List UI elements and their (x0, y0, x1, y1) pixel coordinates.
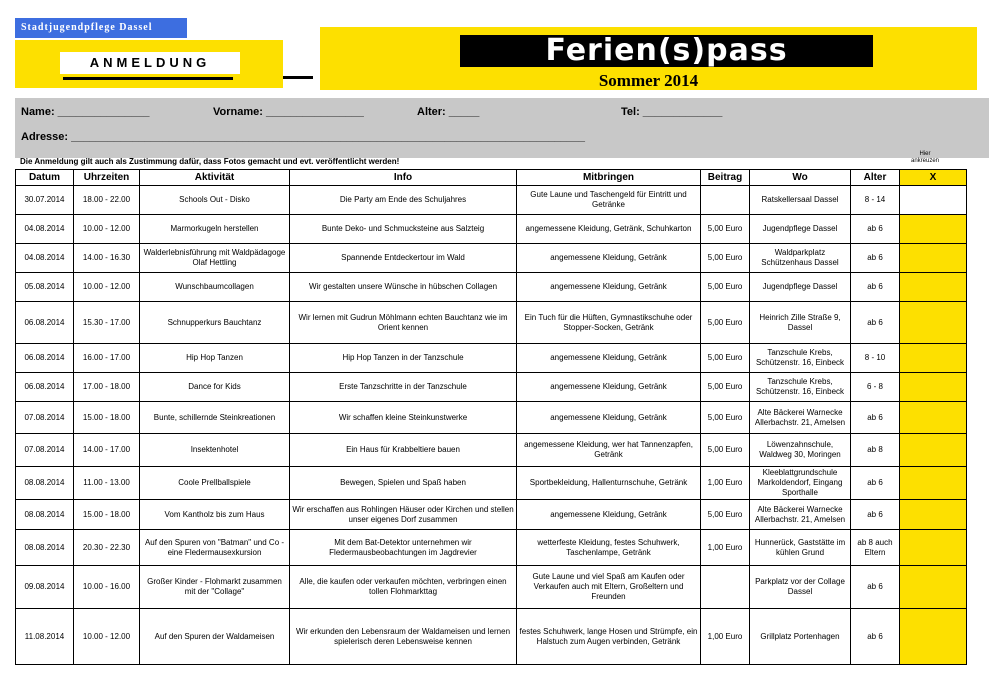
cell-mitbringen: angemessene Kleidung, Getränk (517, 244, 701, 273)
cell-zeit: 14.00 - 16.30 (74, 244, 140, 273)
checkbox-cell[interactable] (900, 302, 967, 344)
cell-mitbringen: Ein Tuch für die Hüften, Gymnastikschuhe oder Stopper-Socken, Getränk (517, 302, 701, 344)
cell-zeit: 10.00 - 16.00 (74, 566, 140, 609)
cell-beitrag (701, 186, 750, 215)
cell-aktivitaet: Wunschbaumcollagen (140, 273, 290, 302)
checkbox-cell[interactable] (900, 186, 967, 215)
cell-zeit: 11.00 - 13.00 (74, 467, 140, 500)
cell-beitrag: 5,00 Euro (701, 302, 750, 344)
cell-zeit: 16.00 - 17.00 (74, 344, 140, 373)
cell-datum: 07.08.2014 (16, 434, 74, 467)
cell-datum: 04.08.2014 (16, 244, 74, 273)
cell-info: Erste Tanzschritte in der Tanzschule (290, 373, 517, 402)
cell-mitbringen: angemessene Kleidung, Getränk, Schuhkarton (517, 215, 701, 244)
cell-wo: Heinrich Zille Straße 9, Dassel (750, 302, 851, 344)
cell-aktivitaet: Vom Kantholz bis zum Haus (140, 500, 290, 530)
cell-zeit: 15.30 - 17.00 (74, 302, 140, 344)
cell-datum: 30.07.2014 (16, 186, 74, 215)
checkbox-cell[interactable] (900, 344, 967, 373)
org-label: Stadtjugendpflege Dassel (15, 18, 187, 38)
cell-alter: ab 8 auch Eltern (851, 530, 900, 566)
header-beitrag: Beitrag (701, 170, 750, 186)
photo-disclaimer: Die Anmeldung gilt auch als Zustimmung dafür, dass Fotos gemacht und evt. veröffentlicht werden! (20, 157, 400, 166)
cell-beitrag: 5,00 Euro (701, 273, 750, 302)
cell-zeit: 18.00 - 22.00 (74, 186, 140, 215)
cell-datum: 04.08.2014 (16, 215, 74, 244)
table-row (16, 273, 967, 302)
checkbox-cell[interactable] (900, 530, 967, 566)
cell-datum: 09.08.2014 (16, 566, 74, 609)
cell-aktivitaet: Walderlebnisführung mit Waldpädagoge Olaf Hettling (140, 244, 290, 273)
cell-mitbringen: Gute Laune und Taschengeld für Eintritt und Getränke (517, 186, 701, 215)
title-underline (63, 77, 233, 80)
cell-datum: 05.08.2014 (16, 273, 74, 302)
table-row (16, 344, 967, 373)
checkbox-cell[interactable] (900, 609, 967, 665)
cell-datum: 06.08.2014 (16, 373, 74, 402)
table-row (16, 302, 967, 344)
cell-wo: Kleeblattgrundschule Markoldendorf, Eingang Sporthalle (750, 467, 851, 500)
cell-zeit: 17.00 - 18.00 (74, 373, 140, 402)
checkbox-cell[interactable] (900, 467, 967, 500)
cell-zeit: 14.00 - 17.00 (74, 434, 140, 467)
cell-info: Wir gestalten unsere Wünsche in hübschen Collagen (290, 273, 517, 302)
cell-wo: Parkplatz vor der Collage Dassel (750, 566, 851, 609)
cell-info: Ein Haus für Krabbeltiere bauen (290, 434, 517, 467)
cell-wo: Alte Bäckerei Warnecke Allerbachstr. 21, Amelsen (750, 402, 851, 434)
table-row (16, 373, 967, 402)
form-title: ANMELDUNG (60, 52, 240, 74)
table-row (16, 215, 967, 244)
cell-wo: Löwenzahnschule, Waldweg 30, Moringen (750, 434, 851, 467)
cell-aktivitaet: Dance for Kids (140, 373, 290, 402)
checkbox-cell[interactable] (900, 402, 967, 434)
cell-alter: ab 6 (851, 467, 900, 500)
cell-zeit: 15.00 - 18.00 (74, 500, 140, 530)
checkbox-cell[interactable] (900, 500, 967, 530)
cell-beitrag: 5,00 Euro (701, 244, 750, 273)
adresse-field[interactable]: Adresse: ____________________________________________________________________________________ (21, 131, 586, 143)
cell-alter: ab 6 (851, 500, 900, 530)
cell-beitrag: 5,00 Euro (701, 434, 750, 467)
cell-aktivitaet: Insektenhotel (140, 434, 290, 467)
cell-aktivitaet: Auf den Spuren der Waldameisen (140, 609, 290, 665)
cell-info: Wir erkunden den Lebensraum der Waldameisen und lernen spielerisch deren Lebensweise kennen (290, 609, 517, 665)
cell-aktivitaet: Schools Out - Disko (140, 186, 290, 215)
cell-mitbringen: angemessene Kleidung, Getränk (517, 500, 701, 530)
table-row (16, 500, 967, 530)
cell-mitbringen: angemessene Kleidung, Getränk (517, 402, 701, 434)
name-field[interactable]: Name: _______________ (21, 106, 150, 118)
activity-table (15, 169, 967, 665)
cell-info: Die Party am Ende des Schuljahres (290, 186, 517, 215)
cell-alter: ab 6 (851, 302, 900, 344)
cell-mitbringen: festes Schuhwerk, lange Hosen und Strümpfe, ein Halstuch zum Augen verbinden, Getränk (517, 609, 701, 665)
header-datum: Datum (16, 170, 74, 186)
cell-alter: ab 6 (851, 609, 900, 665)
cell-alter: ab 6 (851, 273, 900, 302)
cell-wo: Jugendpflege Dassel (750, 273, 851, 302)
cell-mitbringen: angemessene Kleidung, Getränk (517, 373, 701, 402)
checkbox-cell[interactable] (900, 273, 967, 302)
cell-wo: Waldparkplatz Schützenhaus Dassel (750, 244, 851, 273)
logo: Ferien(s)pass (460, 35, 873, 67)
cell-wo: Tanzschule Krebs, Schützenstr. 16, Einbeck (750, 344, 851, 373)
season-title: Sommer 2014 (598, 71, 699, 90)
anmeldung-banner (15, 40, 283, 88)
cell-beitrag: 1,00 Euro (701, 530, 750, 566)
table-header-row (16, 170, 967, 186)
cell-wo: Hunnerück, Gaststätte im kühlen Grund (750, 530, 851, 566)
cell-mitbringen: angemessene Kleidung, wer hat Tannenzapfen, Getränk (517, 434, 701, 467)
cell-alter: ab 6 (851, 566, 900, 609)
table-row (16, 434, 967, 467)
header-aktivitaet: Aktivität (140, 170, 290, 186)
cell-alter: 8 - 10 (851, 344, 900, 373)
cell-zeit: 15.00 - 18.00 (74, 402, 140, 434)
table-row (16, 609, 967, 665)
cell-info: Bunte Deko- und Schmucksteine aus Salzteig (290, 215, 517, 244)
vorname-field[interactable]: Vorname: ________________ (213, 106, 364, 118)
cell-aktivitaet: Schnupperkurs Bauchtanz (140, 302, 290, 344)
checkbox-cell[interactable] (900, 215, 967, 244)
cell-datum: 06.08.2014 (16, 344, 74, 373)
table-row (16, 467, 967, 500)
cell-beitrag (701, 566, 750, 609)
cell-info: Hip Hop Tanzen in der Tanzschule (290, 344, 517, 373)
cell-datum: 08.08.2014 (16, 530, 74, 566)
cell-beitrag: 5,00 Euro (701, 500, 750, 530)
checkbox-cell[interactable] (900, 434, 967, 467)
cell-mitbringen: angemessene Kleidung, Getränk (517, 344, 701, 373)
cell-datum: 08.08.2014 (16, 467, 74, 500)
cell-aktivitaet: Auf den Spuren von "Batman" und Co - eine Fledermausexkursion (140, 530, 290, 566)
alter-field[interactable]: Alter: _____ (417, 106, 480, 118)
cell-wo: Jugendpflege Dassel (750, 215, 851, 244)
checkbox-cell[interactable] (900, 566, 967, 609)
cell-alter: 6 - 8 (851, 373, 900, 402)
table-row (16, 186, 967, 215)
header-info: Info (290, 170, 517, 186)
cell-zeit: 10.00 - 12.00 (74, 273, 140, 302)
cell-datum: 11.08.2014 (16, 609, 74, 665)
cell-alter: ab 6 (851, 402, 900, 434)
checkbox-cell[interactable] (900, 373, 967, 402)
header-alter: Alter (851, 170, 900, 186)
cell-info: Spannende Entdeckertour im Wald (290, 244, 517, 273)
cell-mitbringen: Gute Laune und viel Spaß am Kaufen oder Verkaufen auch mit Eltern, Großeltern und Freunden (517, 566, 701, 609)
checkbox-hint: Hier ankreuzen (910, 151, 940, 164)
title-banner (320, 27, 977, 90)
cell-datum: 08.08.2014 (16, 500, 74, 530)
header-uhrzeiten: Uhrzeiten (74, 170, 140, 186)
cell-wo: Alte Bäckerei Warnecke Allerbachstr. 21, Amelsen (750, 500, 851, 530)
cell-beitrag: 5,00 Euro (701, 402, 750, 434)
checkbox-cell[interactable] (900, 244, 967, 273)
tel-field[interactable]: Tel: _____________ (621, 106, 723, 118)
cell-zeit: 10.00 - 12.00 (74, 215, 140, 244)
cell-beitrag: 5,00 Euro (701, 344, 750, 373)
cell-alter: ab 6 (851, 244, 900, 273)
cell-alter: ab 8 (851, 434, 900, 467)
cell-zeit: 10.00 - 12.00 (74, 609, 140, 665)
cell-info: Alle, die kaufen oder verkaufen möchten, verbringen einen tollen Flohmarkttag (290, 566, 517, 609)
cell-mitbringen: wetterfeste Kleidung, festes Schuhwerk, Taschenlampe, Getränk (517, 530, 701, 566)
cell-wo: Grillplatz Portenhagen (750, 609, 851, 665)
cell-zeit: 20.30 - 22.30 (74, 530, 140, 566)
cell-info: Bewegen, Spielen und Spaß haben (290, 467, 517, 500)
cell-aktivitaet: Marmorkugeln herstellen (140, 215, 290, 244)
cell-beitrag: 5,00 Euro (701, 373, 750, 402)
cell-mitbringen: Sportbekleidung, Hallenturnschuhe, Getränk (517, 467, 701, 500)
cell-info: Wir lernen mit Gudrun Möhlmann echten Bauchtanz wie im Orient kennen (290, 302, 517, 344)
cell-alter: 8 - 14 (851, 186, 900, 215)
header-mitbringen: Mitbringen (517, 170, 701, 186)
cell-alter: ab 6 (851, 215, 900, 244)
cell-aktivitaet: Großer Kinder - Flohmarkt zusammen mit der "Collage" (140, 566, 290, 609)
cell-mitbringen: angemessene Kleidung, Getränk (517, 273, 701, 302)
cell-beitrag: 5,00 Euro (701, 215, 750, 244)
cell-beitrag: 1,00 Euro (701, 609, 750, 665)
cell-aktivitaet: Hip Hop Tanzen (140, 344, 290, 373)
cell-wo: Tanzschule Krebs, Schützenstr. 16, Einbeck (750, 373, 851, 402)
cell-info: Wir schaffen kleine Steinkunstwerke (290, 402, 517, 434)
table-row (16, 566, 967, 609)
cell-aktivitaet: Bunte, schillernde Steinkreationen (140, 402, 290, 434)
table-row (16, 402, 967, 434)
cell-aktivitaet: Coole Prellballspiele (140, 467, 290, 500)
header-x: X (900, 170, 967, 186)
table-row (16, 244, 967, 273)
header-wo: Wo (750, 170, 851, 186)
cell-info: Wir erschaffen aus Rohlingen Häuser oder Kirchen und stellen unser eigenes Dorf zusammen (290, 500, 517, 530)
cell-info: Mit dem Bat-Detektor unternehmen wir Fledermausbeobachtungen im Jagdrevier (290, 530, 517, 566)
cell-wo: Ratskellersaal Dassel (750, 186, 851, 215)
form-area (15, 98, 989, 158)
divider-dash (283, 76, 313, 79)
cell-datum: 06.08.2014 (16, 302, 74, 344)
cell-beitrag: 1,00 Euro (701, 467, 750, 500)
cell-datum: 07.08.2014 (16, 402, 74, 434)
table-row (16, 530, 967, 566)
